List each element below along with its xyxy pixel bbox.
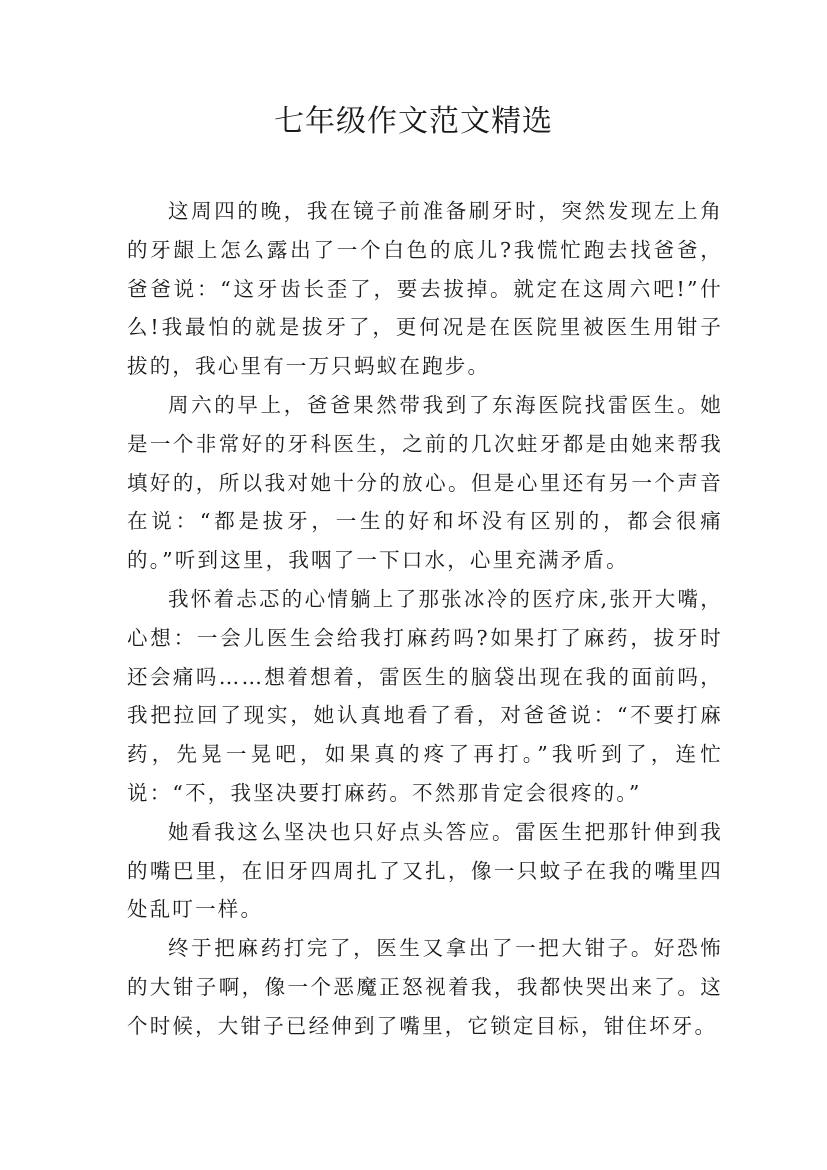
paragraph-3: 我怀着忐忑的心情躺上了那张冰冷的医疗床,张开大嘴，心想：一会儿医生会给我打麻药吗?如果打了麻药，拔牙时还会痛吗……想着想着，雷医生的脑袋出现在我的面前吗，我把拉回了现实，她认真地看了看，对爸爸说：“不要打麻药，先晃一晃吧，如果真的疼了再打。”我听到了，连忙说：“不，我坚决要打麻药。不然那肯定会很疼的。”	[127, 586, 723, 805]
paragraph-1: 这周四的晚，我在镜子前准备刷牙时，突然发现左上角的牙龈上怎么露出了一个白色的底儿?我慌忙跑去找爸爸，爸爸说：“这牙齿长歪了，要去拔掉。就定在这周六吧!”什么!我最怕的就是拔牙了，更何况是在医院里被医生用钳子拔的，我心里有一万只蚂蚁在跑步。	[127, 199, 723, 379]
paragraph-5: 终于把麻药打完了，医生又拿出了一把大钳子。好恐怖的大钳子啊，像一个恶魔正怒视着我，我都快哭出来了。这个时候，大钳子已经伸到了嘴里，它锁定目标，钳住坏牙。	[127, 936, 723, 1038]
paragraph-4: 她看我这么坚决也只好点头答应。雷医生把那针伸到我的嘴巴里，在旧牙四周扎了又扎，像一只蚊子在我的嘴里四处乱叮一样。	[127, 819, 723, 922]
essay-body	[127, 192, 723, 1046]
document-title: 七年级作文范文精选	[274, 104, 553, 139]
paragraph-2: 周六的早上，爸爸果然带我到了东海医院找雷医生。她是一个非常好的牙科医生，之前的几次蛀牙都是由她来帮我填好的，所以我对她十分的放心。但是心里还有另一个声音在说：“都是拔牙，一生的好和坏没有区别的，都会很痛的。”听到这里，我咽了一下口水，心里充满矛盾。	[127, 392, 723, 573]
